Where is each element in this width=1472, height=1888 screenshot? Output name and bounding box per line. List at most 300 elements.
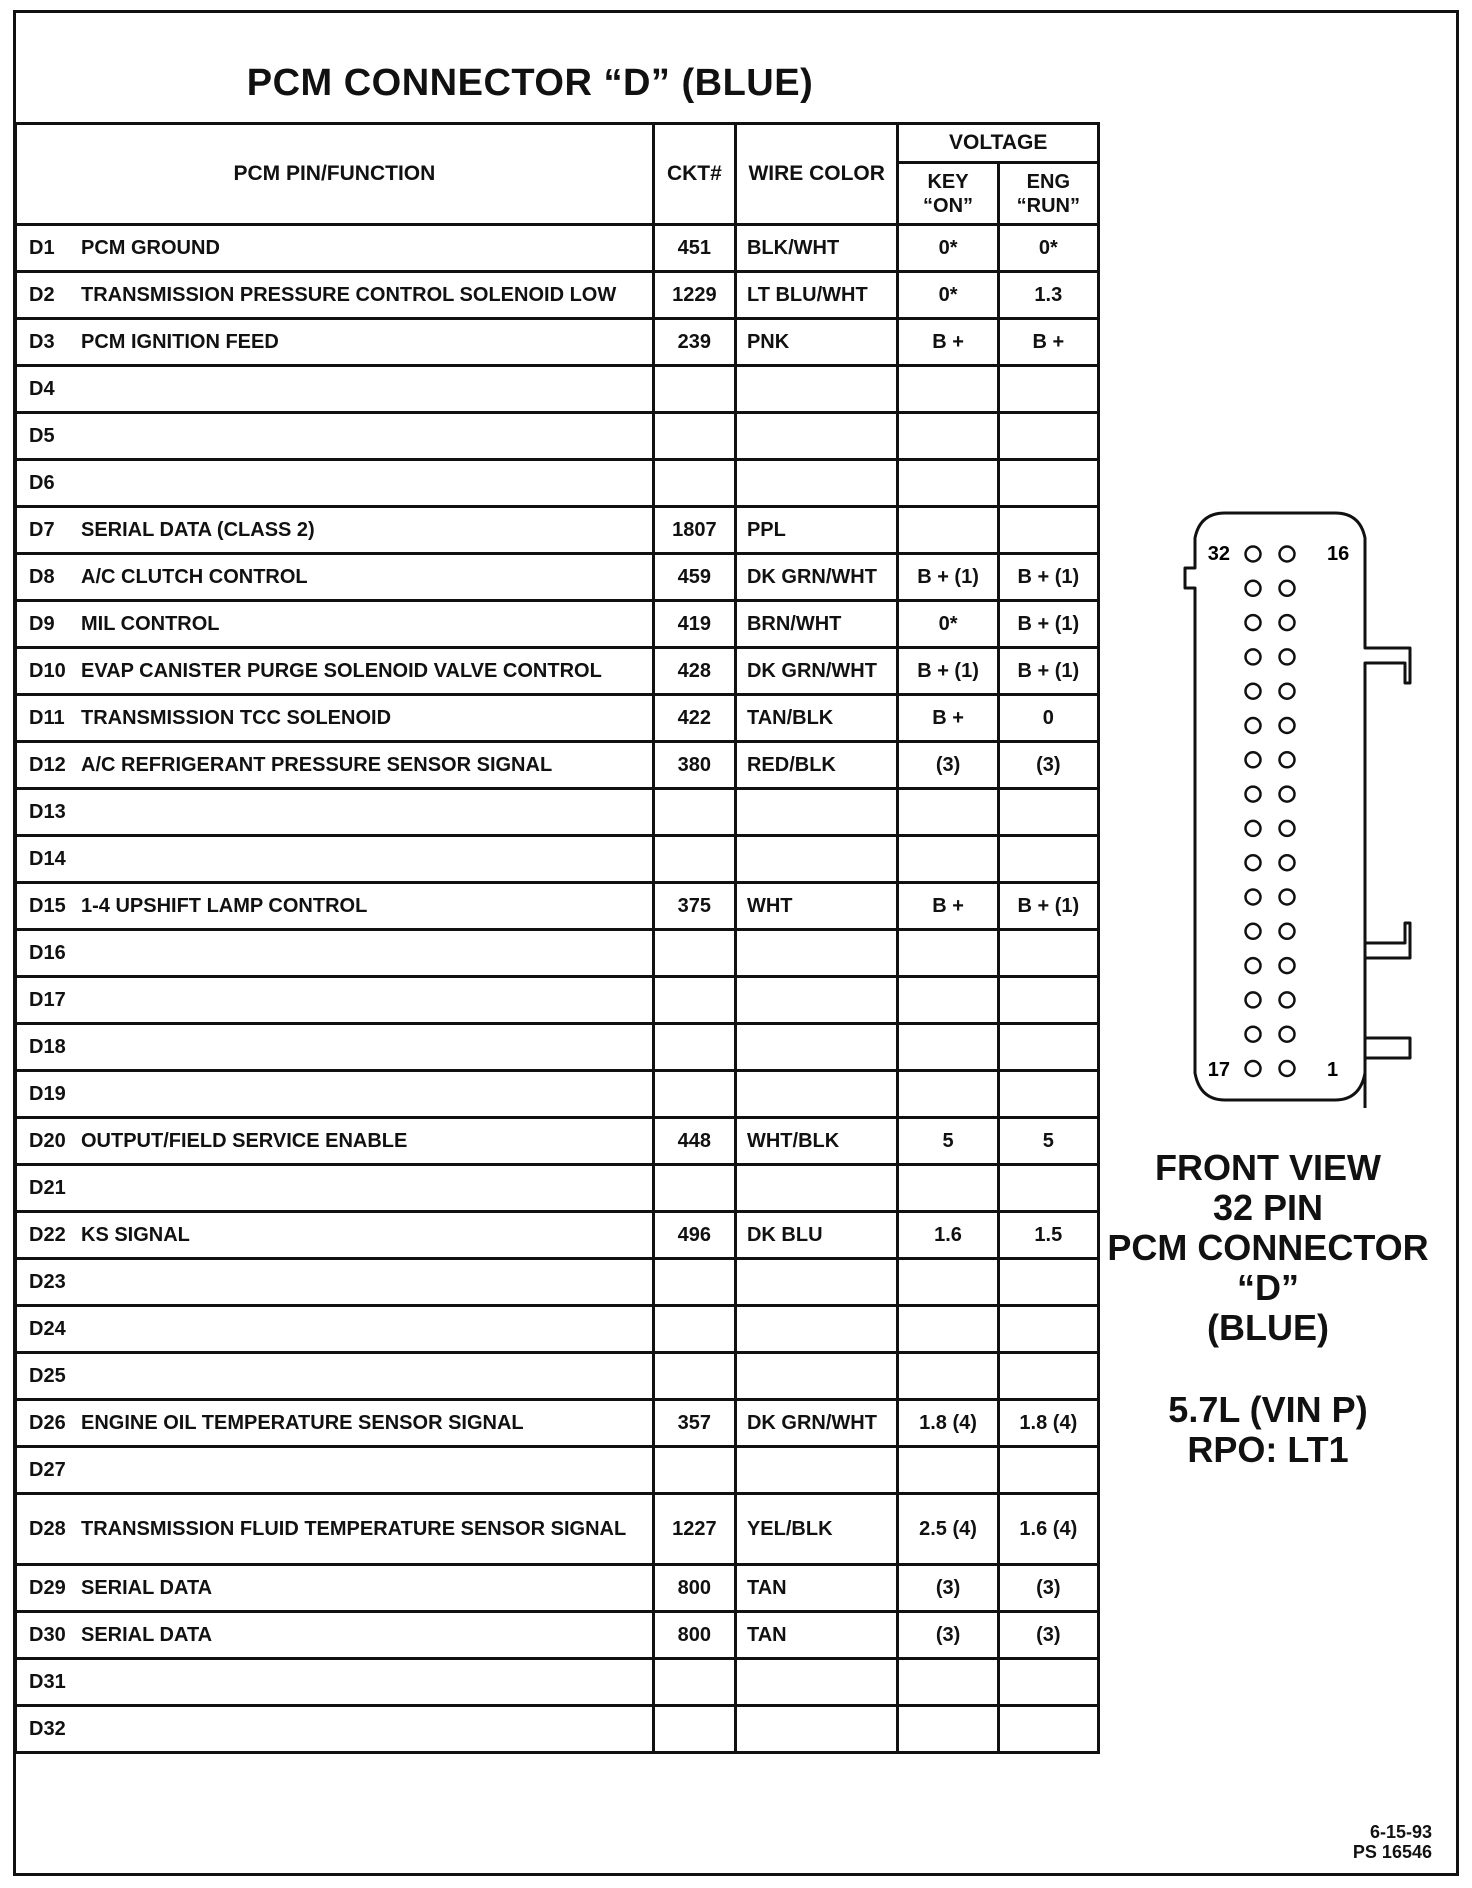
voltage-eng-run — [998, 1165, 1098, 1212]
header-eng-run-line2: “RUN” — [1016, 194, 1080, 217]
table-row — [16, 319, 1099, 366]
voltage-eng-run: (3) — [998, 1565, 1098, 1612]
circuit-number: 419 — [653, 601, 735, 648]
pin-function-cell — [16, 272, 654, 319]
voltage-eng-run: (3) — [998, 1612, 1098, 1659]
pin-id: D9 — [29, 612, 55, 635]
wire-color — [735, 1071, 897, 1118]
table-row — [16, 742, 1099, 789]
pin-id: D2 — [29, 283, 55, 306]
circuit-number: 357 — [653, 1400, 735, 1447]
pin-hole — [1246, 581, 1261, 596]
pin-function-cell — [16, 1612, 654, 1659]
circuit-number — [653, 977, 735, 1024]
voltage-key-on — [898, 1447, 998, 1494]
circuit-number: 375 — [653, 883, 735, 930]
table-row — [16, 1259, 1099, 1306]
pin-hole — [1280, 547, 1295, 562]
pin-hole — [1280, 1027, 1295, 1042]
header-wire-color: WIRE COLOR — [735, 124, 897, 225]
pin-hole — [1280, 890, 1295, 905]
pin-function-cell — [16, 930, 654, 977]
pin-label-16: 16 — [1327, 543, 1350, 565]
circuit-number — [653, 1447, 735, 1494]
table-row — [16, 1071, 1099, 1118]
wire-color — [735, 1165, 897, 1212]
connector-caption — [1100, 1148, 1436, 1348]
pin-hole — [1280, 787, 1295, 802]
voltage-eng-run — [998, 1306, 1098, 1353]
wire-color — [735, 460, 897, 507]
pin-function: EVAP CANISTER PURGE SOLENOID VALVE CONTROL — [81, 659, 602, 682]
pin-hole — [1246, 924, 1261, 939]
voltage-eng-run — [998, 789, 1098, 836]
voltage-key-on — [898, 789, 998, 836]
voltage-eng-run — [998, 1353, 1098, 1400]
voltage-eng-run: 5 — [998, 1118, 1098, 1165]
pin-function-cell — [16, 1024, 654, 1071]
circuit-number — [653, 1071, 735, 1118]
voltage-eng-run — [998, 1024, 1098, 1071]
pin-id: D31 — [29, 1670, 66, 1693]
pin-function-cell — [16, 836, 654, 883]
pin-function-cell — [16, 883, 654, 930]
pin-hole — [1246, 855, 1261, 870]
pin-label-17: 17 — [1207, 1059, 1230, 1081]
pin-id: D16 — [29, 941, 66, 964]
table-row — [16, 1165, 1099, 1212]
pin-function-table — [14, 122, 1100, 1754]
pin-id: D19 — [29, 1082, 66, 1105]
wire-color: PNK — [735, 319, 897, 366]
pin-function-cell — [16, 1400, 654, 1447]
wire-color: DK BLU — [735, 1212, 897, 1259]
voltage-eng-run: 0* — [998, 225, 1098, 272]
pin-hole — [1246, 1027, 1261, 1042]
voltage-key-on: B + (1) — [898, 554, 998, 601]
header-key-on — [898, 163, 998, 225]
pin-hole — [1246, 958, 1261, 973]
wire-color: BLK/WHT — [735, 225, 897, 272]
voltage-key-on: 0* — [898, 225, 998, 272]
wire-color — [735, 977, 897, 1024]
caption-line5: (BLUE) — [1207, 1307, 1329, 1348]
pin-function-cell — [16, 1706, 654, 1753]
wire-color: DK GRN/WHT — [735, 1400, 897, 1447]
pin-function-cell — [16, 413, 654, 460]
wire-color — [735, 1706, 897, 1753]
pin-id: D27 — [29, 1458, 66, 1481]
connector-outline — [1185, 513, 1410, 1108]
voltage-key-on — [898, 1024, 998, 1071]
wire-color: RED/BLK — [735, 742, 897, 789]
voltage-eng-run: B + (1) — [998, 648, 1098, 695]
wire-color — [735, 930, 897, 977]
pin-function: SERIAL DATA — [81, 1576, 213, 1599]
circuit-number: 422 — [653, 695, 735, 742]
pin-hole — [1246, 821, 1261, 836]
pin-function-cell — [16, 507, 654, 554]
pin-hole — [1280, 958, 1295, 973]
pin-function-cell — [16, 554, 654, 601]
voltage-eng-run: 1.8 (4) — [998, 1400, 1098, 1447]
pin-id: D3 — [29, 330, 55, 353]
circuit-number: 451 — [653, 225, 735, 272]
pin-function-cell — [16, 1565, 654, 1612]
circuit-number: 1227 — [653, 1494, 735, 1565]
wire-color: TAN — [735, 1612, 897, 1659]
pin-hole — [1280, 1061, 1295, 1076]
circuit-number: 1229 — [653, 272, 735, 319]
voltage-key-on — [898, 1071, 998, 1118]
pin-id: D20 — [29, 1129, 66, 1152]
voltage-key-on — [898, 1306, 998, 1353]
pin-id: D23 — [29, 1270, 66, 1293]
wire-color — [735, 1353, 897, 1400]
wire-color: TAN/BLK — [735, 695, 897, 742]
pin-id: D7 — [29, 518, 55, 541]
voltage-key-on: 0* — [898, 272, 998, 319]
table-row — [16, 413, 1099, 460]
caption-line2: 32 PIN — [1212, 1187, 1324, 1228]
table-row — [16, 460, 1099, 507]
pin-id: D6 — [29, 471, 55, 494]
footer-date: 6-15-93 — [1369, 1822, 1432, 1842]
circuit-number: 428 — [653, 648, 735, 695]
circuit-number — [653, 1259, 735, 1306]
voltage-key-on — [898, 1659, 998, 1706]
pin-hole — [1246, 718, 1261, 733]
circuit-number — [653, 1165, 735, 1212]
wire-color: DK GRN/WHT — [735, 648, 897, 695]
table-row — [16, 1212, 1099, 1259]
pin-label-32: 32 — [1207, 543, 1230, 565]
pin-function: 1-4 UPSHIFT LAMP CONTROL — [81, 894, 368, 917]
page-title: PCM CONNECTOR “D” (BLUE) — [246, 62, 814, 104]
voltage-key-on — [898, 1353, 998, 1400]
pin-id: D15 — [29, 894, 66, 917]
voltage-key-on: 1.8 (4) — [898, 1400, 998, 1447]
pin-id: D18 — [29, 1035, 66, 1058]
pin-id: D22 — [29, 1223, 66, 1246]
table-row — [16, 1659, 1099, 1706]
pin-id: D10 — [29, 659, 66, 682]
table-row — [16, 1494, 1099, 1565]
pin-hole — [1280, 924, 1295, 939]
pin-id: D32 — [29, 1717, 66, 1740]
circuit-number: 1807 — [653, 507, 735, 554]
pin-holes — [1246, 547, 1295, 1077]
table-row — [16, 225, 1099, 272]
voltage-eng-run — [998, 977, 1098, 1024]
wire-color — [735, 366, 897, 413]
header-key-on-line2: “ON” — [923, 194, 974, 217]
table-row — [16, 601, 1099, 648]
voltage-eng-run — [998, 1259, 1098, 1306]
wire-color — [735, 1447, 897, 1494]
pin-id: D17 — [29, 988, 66, 1011]
pin-function-cell — [16, 1306, 654, 1353]
table-row — [16, 789, 1099, 836]
pin-function-cell — [16, 1447, 654, 1494]
table-row — [16, 1565, 1099, 1612]
voltage-key-on: 2.5 (4) — [898, 1494, 998, 1565]
voltage-key-on: B + — [898, 695, 998, 742]
circuit-number: 496 — [653, 1212, 735, 1259]
pin-hole — [1280, 684, 1295, 699]
pin-function-cell — [16, 1165, 654, 1212]
circuit-number — [653, 366, 735, 413]
pin-id: D11 — [29, 706, 65, 729]
circuit-number — [653, 1024, 735, 1071]
pin-hole — [1246, 890, 1261, 905]
pin-function-cell — [16, 601, 654, 648]
table-row — [16, 695, 1099, 742]
header-function: PCM PIN/FUNCTION — [16, 124, 654, 225]
voltage-eng-run: (3) — [998, 742, 1098, 789]
engine-info — [1100, 1390, 1436, 1470]
voltage-key-on: (3) — [898, 742, 998, 789]
voltage-eng-run: B + (1) — [998, 601, 1098, 648]
pin-hole — [1246, 1061, 1261, 1076]
pin-function: SERIAL DATA — [81, 1623, 213, 1646]
caption-line4: “D” — [1237, 1267, 1299, 1308]
header-eng-run — [998, 163, 1098, 225]
voltage-eng-run — [998, 1071, 1098, 1118]
pin-function-cell — [16, 1118, 654, 1165]
pin-id: D24 — [29, 1317, 66, 1340]
pin-hole — [1280, 992, 1295, 1007]
voltage-key-on — [898, 507, 998, 554]
circuit-number — [653, 1659, 735, 1706]
wire-color: WHT — [735, 883, 897, 930]
voltage-key-on: B + — [898, 319, 998, 366]
voltage-key-on — [898, 413, 998, 460]
circuit-number — [653, 413, 735, 460]
pin-function-cell — [16, 695, 654, 742]
footer-reference — [1353, 1822, 1432, 1862]
voltage-key-on: 1.6 — [898, 1212, 998, 1259]
wire-color — [735, 1259, 897, 1306]
pin-hole — [1280, 821, 1295, 836]
wire-color: TAN — [735, 1565, 897, 1612]
wire-color: YEL/BLK — [735, 1494, 897, 1565]
table-row — [16, 1306, 1099, 1353]
pin-id: D8 — [29, 565, 55, 588]
wire-color — [735, 1659, 897, 1706]
voltage-eng-run: 1.3 — [998, 272, 1098, 319]
circuit-number — [653, 836, 735, 883]
pin-rows — [16, 225, 1099, 1753]
wire-color — [735, 1024, 897, 1071]
wire-color — [735, 836, 897, 883]
voltage-eng-run: 1.5 — [998, 1212, 1098, 1259]
circuit-number: 800 — [653, 1565, 735, 1612]
pin-id: D13 — [29, 800, 66, 823]
header-eng-run-line1: ENG — [1026, 170, 1070, 193]
header-voltage: VOLTAGE — [898, 124, 1099, 163]
circuit-number — [653, 1353, 735, 1400]
pin-id: D26 — [29, 1411, 66, 1434]
pin-id: D4 — [29, 377, 55, 400]
table-row — [16, 1400, 1099, 1447]
pin-id: D21 — [29, 1176, 66, 1199]
wire-color: DK GRN/WHT — [735, 554, 897, 601]
pin-function-cell — [16, 648, 654, 695]
pin-function: TRANSMISSION TCC SOLENOID — [81, 706, 392, 729]
engine-line2: RPO: LT1 — [1187, 1429, 1349, 1470]
circuit-number: 459 — [653, 554, 735, 601]
pin-function-cell — [16, 1259, 654, 1306]
pin-function: OUTPUT/FIELD SERVICE ENABLE — [81, 1129, 408, 1152]
voltage-eng-run — [998, 507, 1098, 554]
voltage-key-on — [898, 930, 998, 977]
pin-function: MIL CONTROL — [81, 612, 220, 635]
voltage-key-on: B + (1) — [898, 648, 998, 695]
voltage-key-on — [898, 1706, 998, 1753]
pin-function-cell — [16, 1659, 654, 1706]
voltage-key-on — [898, 366, 998, 413]
circuit-number — [653, 789, 735, 836]
table-row — [16, 1447, 1099, 1494]
caption-line1: FRONT VIEW — [1155, 1147, 1381, 1188]
table-row — [16, 1353, 1099, 1400]
pin-function: TRANSMISSION FLUID TEMPERATURE SENSOR SIGNAL — [81, 1518, 627, 1540]
pin-hole — [1246, 649, 1261, 664]
pin-id: D29 — [29, 1576, 66, 1599]
table-row — [16, 366, 1099, 413]
voltage-key-on — [898, 836, 998, 883]
pin-id: D12 — [29, 753, 66, 776]
circuit-number — [653, 460, 735, 507]
pin-hole — [1246, 992, 1261, 1007]
voltage-eng-run: B + — [998, 319, 1098, 366]
caption-line3: PCM CONNECTOR — [1107, 1227, 1429, 1268]
table-row — [16, 883, 1099, 930]
pin-function: KS SIGNAL — [81, 1223, 190, 1246]
table-row — [16, 272, 1099, 319]
wire-color — [735, 789, 897, 836]
pin-hole — [1280, 855, 1295, 870]
circuit-number: 380 — [653, 742, 735, 789]
pin-function-cell — [16, 742, 654, 789]
pin-function: SERIAL DATA (CLASS 2) — [81, 518, 315, 541]
table-row — [16, 507, 1099, 554]
voltage-eng-run: B + (1) — [998, 554, 1098, 601]
header-key-on-line1: KEY — [927, 170, 969, 193]
pin-hole — [1246, 752, 1261, 767]
pin-function-cell — [16, 460, 654, 507]
table-row — [16, 554, 1099, 601]
table-row — [16, 1706, 1099, 1753]
voltage-key-on: 0* — [898, 601, 998, 648]
pin-id: D30 — [29, 1623, 66, 1646]
voltage-eng-run — [998, 1659, 1098, 1706]
table-row — [16, 648, 1099, 695]
footer-code: PS 16546 — [1352, 1842, 1432, 1862]
pin-function-cell — [16, 1212, 654, 1259]
pin-hole — [1246, 684, 1261, 699]
voltage-key-on: 5 — [898, 1118, 998, 1165]
pin-function-cell — [16, 1071, 654, 1118]
voltage-eng-run — [998, 366, 1098, 413]
pin-function-cell — [16, 977, 654, 1024]
pin-hole — [1246, 547, 1261, 562]
pin-function: TRANSMISSION PRESSURE CONTROL SOLENOID LOW — [81, 283, 617, 306]
pin-function: ENGINE OIL TEMPERATURE SENSOR SIGNAL — [81, 1411, 524, 1434]
pin-id: D5 — [29, 424, 55, 447]
circuit-number — [653, 1706, 735, 1753]
pin-function-cell — [16, 366, 654, 413]
pin-function: PCM IGNITION FEED — [81, 330, 279, 353]
pin-function-cell — [16, 1494, 654, 1565]
pin-function: PCM GROUND — [81, 236, 220, 259]
circuit-number: 448 — [653, 1118, 735, 1165]
table-row — [16, 1118, 1099, 1165]
circuit-number: 239 — [653, 319, 735, 366]
voltage-eng-run: 1.6 (4) — [998, 1494, 1098, 1565]
wire-color: BRN/WHT — [735, 601, 897, 648]
wire-color — [735, 1306, 897, 1353]
pin-function: A/C CLUTCH CONTROL — [81, 565, 308, 588]
pin-hole — [1246, 615, 1261, 630]
pin-hole — [1280, 752, 1295, 767]
voltage-key-on — [898, 1259, 998, 1306]
wire-color: PPL — [735, 507, 897, 554]
voltage-eng-run: 0 — [998, 695, 1098, 742]
wire-color: LT BLU/WHT — [735, 272, 897, 319]
voltage-key-on — [898, 1165, 998, 1212]
pin-hole — [1246, 787, 1261, 802]
pin-label-1: 1 — [1327, 1059, 1339, 1081]
table-row — [16, 1024, 1099, 1071]
pin-id: D25 — [29, 1364, 66, 1387]
pin-hole — [1280, 615, 1295, 630]
voltage-key-on — [898, 460, 998, 507]
voltage-eng-run — [998, 460, 1098, 507]
pin-hole — [1280, 581, 1295, 596]
header-ckt: CKT# — [653, 124, 735, 225]
pin-id: D1 — [29, 236, 55, 259]
engine-line1: 5.7L (VIN P) — [1168, 1389, 1368, 1430]
voltage-key-on: B + — [898, 883, 998, 930]
pin-function-cell — [16, 225, 654, 272]
voltage-eng-run — [998, 413, 1098, 460]
pin-hole — [1280, 649, 1295, 664]
table-row — [16, 930, 1099, 977]
voltage-eng-run — [998, 836, 1098, 883]
voltage-key-on: (3) — [898, 1565, 998, 1612]
connector-diagram — [1175, 508, 1415, 1108]
pin-function-cell — [16, 789, 654, 836]
pin-function-cell — [16, 1353, 654, 1400]
table-row — [16, 977, 1099, 1024]
circuit-number: 800 — [653, 1612, 735, 1659]
wire-color — [735, 413, 897, 460]
pin-hole — [1280, 718, 1295, 733]
table-row — [16, 836, 1099, 883]
voltage-key-on — [898, 977, 998, 1024]
voltage-key-on: (3) — [898, 1612, 998, 1659]
circuit-number — [653, 930, 735, 977]
voltage-eng-run — [998, 1447, 1098, 1494]
table-row — [16, 1612, 1099, 1659]
circuit-number — [653, 1306, 735, 1353]
pin-function: A/C REFRIGERANT PRESSURE SENSOR SIGNAL — [81, 753, 553, 776]
pin-function-cell — [16, 319, 654, 366]
wire-color: WHT/BLK — [735, 1118, 897, 1165]
voltage-eng-run: B + (1) — [998, 883, 1098, 930]
